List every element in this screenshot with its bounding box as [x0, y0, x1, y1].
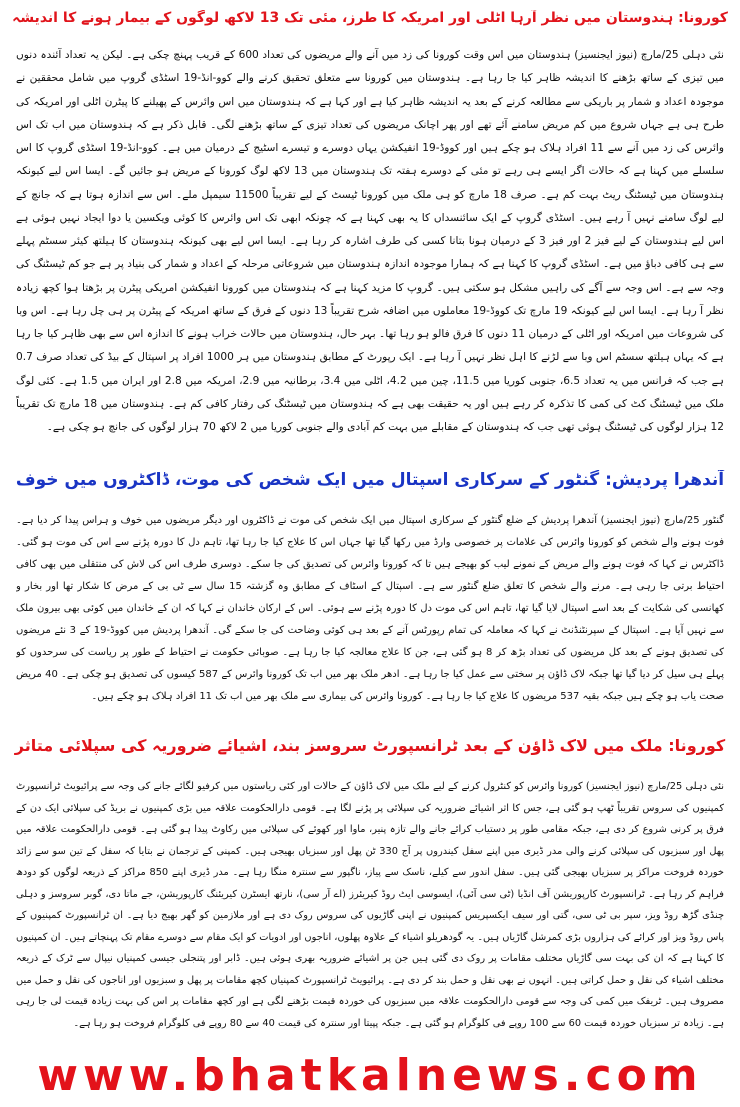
- site-url-footer: www.bhatkalnews.com: [37, 1050, 703, 1101]
- article-text-3: نئی دہلی 25/مارچ (نیوز ایجنسیز) کورونا وائرس کو کنٹرول کرنے کے لیے ملک میں لاک ڈاؤن کے حالات اور کئی ریاستوں میں کرفیو لگائے جانے کی وجہ سے پرائیویٹ ٹرانسپورٹ کمپنیوں کی سروس تقریباً ٹھپ ہو گئی ہے، جس کا اثر اشیائے ضروریہ کی سپلائی پر پڑنے لگا ہے۔ قومی دارالحکومت علاقہ میں بڑی کمپنیوں نے بریڈ کی سپلائی ایک دن کے فرق پر کرنی شروع کر دی ہے، جبکہ مقامی طور پر دستیاب کرائے جانے والے تازہ پنیر، ماوا اور کھوئے کی سپلائی میں رکاوٹ پیدا ہو گئی ہے۔ قومی دارالحکومت علاقہ میں پھل اور سبزیوں کی سپلائی کرنے والی مدر ڈیری میں اپنے سفل کیندروں پر آج 330 ٹن پھل اور سبزیاں بھیجی ہیں۔ کمپنی کے ترجمان نے بتایا کہ سفل کے تین سو سے زائد خوردہ فروخت مراکز پر سبزیاں بھیجی گئی ہیں۔ سفل اندور سے کیلے، ناسک سے پیاز، ناگپور سے سنترہ منگا رہا ہے۔ مدر ڈیری اپنے 850 مراکز کے ذریعہ لوگوں کو دودھ فراہم کر رہا ہے۔ ٹرانسپورٹ کارپوریشن آف انڈیا (ٹی سی آئی)، ایسوسی ایٹ روڈ کیریئرز (اے آر سی)، نارتھ ایسٹرن کیریئنگ کارپوریشن، جے ماتا دی، گوبر سروسز و دہلی چنڈی گڑھ روڈ ویز، سپر بی ٹی سی، گتی اور سیف ایکسپریس کمپنیوں نے اپنی گاڑیوں کی سروس روک دی ہے اور ملازمین کو گھر بھیج دیا ہے۔ ان ٹرانسپورٹ کمپنیوں کے پاس روڈ ویز اور کرائے کی ہزاروں بڑی کمرشل گاڑیاں ہیں۔ یہ گودھریلو اشیاء کے علاوہ پھلوں، اناجوں اور ادویات کو ایک مقام سے دوسرے مقام تک پہنچاتے ہیں۔ ان کمپنیوں کا کہنا ہے کہ ان کی بہت سی گاڑیاں مختلف مقامات پر روک دی گئی ہیں جن پر اشیائے ضروریہ بھری ہوئی ہیں۔ ڈابر اور پتنجلی جیسی کمپنیاں نیپال سے ٹرک کے ذریعہ مختلف اشیاء کی نقل و حمل کراتی ہیں۔ انہوں نے بھی نقل و حمل بند کر دی ہے۔ پرائیویٹ ٹرانسپورٹ کمپنیاں کچھ مقامات پر پھل و سبزیوں اور اناجوں کی نقل و حمل میں مصروف ہیں۔ ٹریفک میں کمی کی وجہ سے قومی دارالحکومت علاقہ میں سبزیوں کی خوردہ قیمت بڑھنے لگی ہے اور کچھ مقامات پر اس کی بہت زیادہ قیمت لی جا رہی ہے۔ زیادہ تر سبزیاں خوردہ قیمت 60 سے 100 روپے فی کلوگرام ہو گئی ہے۔ جبکہ پپیتا اور سنترہ کی قیمت 40 سے 80 روپے فی کلوگرام فروخت ہو رہا ہے۔: [16, 781, 724, 1029]
- headline-1: کورونا: ہندوستان میں نظر آرہا اٹلی اور امریکہ کا طرز، مئی تک 13 لاکھ لوگوں کے بیمار ہونے کا اندیشہ: [12, 10, 728, 26]
- article-body-1: [16, 44, 724, 460]
- headline-2: آندھرا پردیش: گنٹور کے سرکاری اسپتال میں ایک شخص کی موت، ڈاکٹروں میں خوف: [15, 470, 725, 490]
- article-body-2: [16, 510, 724, 730]
- article-text-2: گنٹور 25/مارچ (نیوز ایجنسیز) آندھرا پردیش کے ضلع گنٹور کے سرکاری اسپتال میں ایک شخص کی موت نے ڈاکٹروں اور دیگر مریضوں میں خوف و ہراس پیدا کر دیا ہے۔ فوت ہونے والے شخص کو کورونا وائرس کی علامات پر خصوصی وارڈ میں رکھا گیا تھا جہاں اس کا علاج کیا جا رہا تھا، تاہم دل کا دورہ پڑنے سے اس کی موت ہو گئی۔ ڈاکٹرس نے کہا کہ فوت ہونے والے مریض کے نمونے لیب کو بھیجے ہیں تا کہ کورونا وائرس کی تصدیق کی جا سکے۔ دوسری طرف اس کی لاش کی منتقلی میں بھی کافی احتیاط برتی جا رہی ہے۔ مرنے والے شخص کا تعلق ضلع گنٹور سے ہے۔ اسپتال کے اسٹاف کے مطابق وہ گزشتہ 15 سال سے ٹی بی کے مرض کا شکار تھا اور بخار و کھانسی کی شکایت کے بعد اسے اسپتال لایا گیا تھا، تاہم اس کی موت دل کا دورہ پڑنے سے ہوئی۔ اس کے ارکان خاندان نے کہا کہ ان کے خاندان میں کوئی بھی بیرون ملک سے نہیں آیا ہے۔ اسپتال کے سپرنٹنڈنٹ نے کہا کہ معاملہ کی تمام رپورٹس آنے کے بعد ہی کوئی وضاحت کی جا سکے گی۔ آندھرا پردیش میں کووڈ-19 کے 3 نئے مریضوں کی تصدیق ہونے کے بعد کل مریضوں کی تعداد بڑھ کر 8 ہو گئی ہے، جن کا علاج معالجہ کیا جا رہا ہے۔ صوبائی حکومت نے احتیاط کے طور پر ریاست کی سرحدوں کو پہلے ہی سیل کر دیا گیا تھا جبکہ لاک ڈاؤن پر سختی سے عمل کیا جا رہا ہے۔ ادھر ملک بھر میں اب تک کورونا وائرس کے 587 کیسوں کی تصدیق ہو چکی ہے۔ 40 مریض صحت یاب ہو چکے ہیں جبکہ بقیہ 537 مریضوں کا علاج کیا جا رہا ہے۔ کورونا وائرس کی بیماری سے ملک بھر میں اب تک 11 افراد ہلاک ہو چکے ہیں۔: [16, 515, 724, 702]
- article-text-1: نئی دہلی 25/مارچ (نیوز ایجنسیز) ہندوستان میں اس وقت کورونا کی زد میں آنے والے مریضوں کی تعداد 600 کے قریب پہنچ چکی ہے۔ لیکن یہ تعداد آئندہ دنوں میں تیزی کے ساتھ بڑھنے کا اندیشہ ظاہر کیا جا رہا ہے۔ ہندوستان میں کورونا سے متعلق تحقیق کرنے والے کوو-انڈ-19 اسٹڈی گروپ میں شامل محققین نے موجودہ اعداد و شمار پر باریکی سے مطالعہ کرنے کے بعد یہ اندیشہ ظاہر کیا ہے اور کہا ہے کہ ہندوستان میں اس وائرس کے پھیلنے کا پیٹرن اٹلی اور امریکہ کی طرح ہی ہے جہاں شروع میں کم مریض سامنے آئے تھے اور پھر اچانک مریضوں کی تعداد تیزی کے ساتھ بڑھنے لگی۔ قابل ذکر ہے کہ ہندوستان میں اب تک اس وائرس کی زد میں آنے سے 11 افراد ہلاک ہو چکے ہیں اور کووڈ-19 انفیکشن یہاں دوسرے و تیسرے اسٹیج کے درمیان میں ہے۔ کوو-انڈ-19 اسٹڈی گروپ کا اس سلسلے میں کہنا ہے کہ حالات اگر ایسے ہی رہے تو مئی کے دوسرے ہفتہ تک ہندوستان میں 13 لاکھ لوگ کورونا کے مریض ہو جائیں گے۔ ایسا اس لیے کیونکہ ہندوستان میں ٹیسٹنگ ریٹ بہت کم ہے۔ صرف 18 مارچ کو ہی ملک میں کورونا ٹیسٹ کے لیے تقریباً 11500 سیمپل ملے۔ اس سے اندازہ ہوتا ہے کہ جانچ کے لیے لوگ سامنے نہیں آ رہے ہیں۔ اسٹڈی گروپ کے ایک سائنسداں کا یہ بھی کہنا ہے کہ چونکہ ابھی تک اس وائرس کا کوئی ویکسین یا دوا ایجاد نہیں ہوئی ہے اس لیے ہندوستان کے لیے فیز 2 اور فیز 3 کے درمیان ہونا بتانا کسی کی طرف اشارہ کر رہا ہے۔ ایسا اس لیے بھی کیونکہ ہندوستان کا ہیلتھ کیئر سسٹم پہلے سے ہی کافی دباؤ میں ہے۔ اسٹڈی گروپ کا کہنا ہے کہ ہمارا موجودہ اندازہ ہندوستان میں شروعاتی مرحلہ کے اعداد و شمار کی بنیاد پر ہے جو کم ٹیسٹنگ کی وجہ سے ہے۔ اس وجہ سے آگے کی راہیں مشکل ہو سکتی ہیں۔ گروپ کا مزید کہنا ہے کہ ہندوستان میں کورونا انفیکشن امریکی پیٹرن پر بڑھتا ہوا کچھ زیادہ نظر آ رہا ہے۔ ایسا اس لیے کیونکہ 19 مارچ تک کووڈ-19 معاملوں میں اضافہ شرح تقریباً 13 دنوں کے فرق کے ساتھ امریکہ کے پیٹرن پر ہی چل رہا ہے۔ اس وبا کی شروعات میں امریکہ اور اٹلی کے درمیان 11 دنوں کا فرق فالو ہو رہا تھا۔ بہر حال، ہندوستان میں حالات خراب ہونے کا اندازہ اس سے بھی ظاہر کیا جا رہا ہے کہ یہاں ہیلتھ سسٹم اس وبا سے لڑنے کا اہل نظر نہیں آ رہا ہے۔ ایک رپورٹ کے مطابق ہندوستان میں ہر 1000 افراد پر اسپتال کے بیڈ کی تعداد صرف 0.7 ہے جب کہ فرانس میں یہ تعداد 6.5، جنوبی کوریا میں 11.5، چین میں 4.2، اٹلی میں 3.4، برطانیہ میں 2.9، امریکہ میں 2.8 اور ایران میں 1.5 ہے۔ کئی لوگ ملک میں ٹیسٹنگ کٹ کی کمی کا تذکرہ کر رہے ہیں اور یہ حقیقت بھی ہے کہ ہندوستان میں ٹیسٹنگ کی رفتار کافی کم ہے۔ ہندوستان میں 18 مارچ تک تقریباً 12 ہزار لوگوں کی ٹیسٹنگ ہوئی تھی جب کہ ہندوستان کے مقابلے میں بہت کم آبادی والے جنوبی کوریا میں 2 لاکھ 70 ہزار لوگوں کی جانچ ہو چکی ہے۔: [16, 49, 724, 433]
- headline-3: کورونا: ملک میں لاک ڈاؤن کے بعد ٹرانسپورٹ سروسز بند، اشیائے ضروریہ کی سپلائی متاثر: [14, 736, 726, 755]
- article-body-3: [16, 776, 724, 1036]
